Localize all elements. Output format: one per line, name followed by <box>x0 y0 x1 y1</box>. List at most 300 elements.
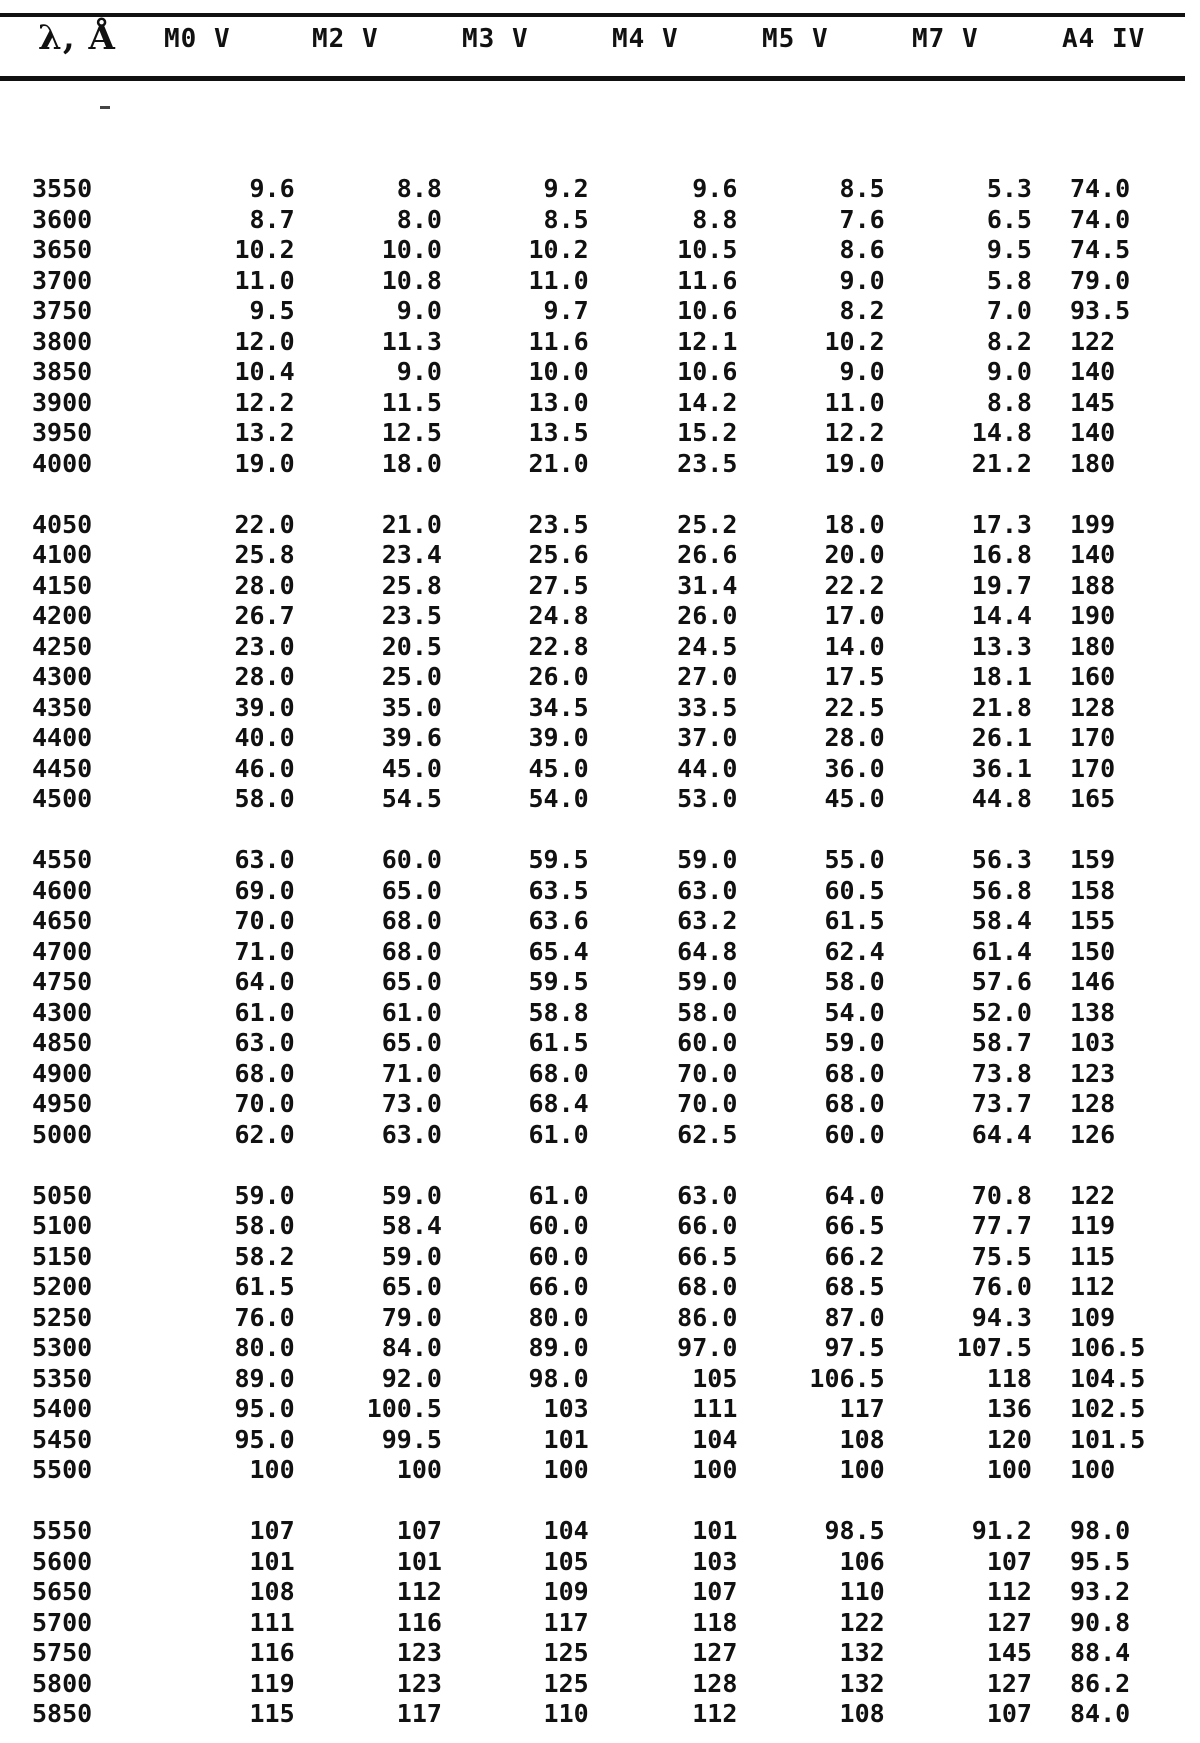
value-cell: 37.0 <box>677 723 738 753</box>
value-cell: 64.4 <box>971 1119 1032 1149</box>
value-cell: 21.8 <box>971 692 1032 722</box>
value-cell: 63.0 <box>234 1028 295 1058</box>
value-cell: 56.3 <box>971 845 1032 875</box>
value-cell: 145 <box>1069 387 1116 417</box>
value-cell: 59.5 <box>528 845 589 875</box>
value-cell: 122 <box>839 1607 885 1637</box>
header-wavelength: λ, Å <box>38 18 116 58</box>
value-cell: 123 <box>1069 1058 1116 1088</box>
value-cell: 10.0 <box>528 357 589 387</box>
wavelength-cell: 5150 <box>32 1241 93 1271</box>
value-cell: 58.0 <box>677 997 738 1027</box>
value-cell: 20.0 <box>824 540 885 570</box>
wavelength-cell: 5500 <box>32 1455 93 1485</box>
value-cell: 66.5 <box>677 1241 738 1271</box>
value-cell: 118 <box>692 1607 738 1637</box>
value-cell: 112 <box>396 1577 442 1607</box>
value-cell: 109 <box>1069 1302 1116 1332</box>
wavelength-cell: 3650 <box>32 235 93 265</box>
value-cell: 9.5 <box>249 296 295 326</box>
table-row <box>32 327 1200 358</box>
value-cell: 27.5 <box>528 570 589 600</box>
value-cell: 10.6 <box>677 357 738 387</box>
value-cell: 8.5 <box>543 204 589 234</box>
group-spacer <box>32 1486 1200 1517</box>
value-cell: 106.5 <box>809 1363 885 1393</box>
wavelength-cell: 4750 <box>32 967 93 997</box>
value-cell: 10.8 <box>381 265 442 295</box>
value-cell: 60.0 <box>381 845 442 875</box>
value-cell: 71.0 <box>234 936 295 966</box>
value-cell: 111 <box>692 1394 738 1424</box>
value-cell: 59.0 <box>677 845 738 875</box>
value-cell: 93.5 <box>1069 296 1131 326</box>
value-cell: 100 <box>396 1455 442 1485</box>
value-cell: 39.6 <box>381 723 442 753</box>
value-cell: 14.0 <box>824 631 885 661</box>
value-cell: 58.0 <box>234 784 295 814</box>
value-cell: 159 <box>1069 845 1116 875</box>
value-cell: 21.0 <box>528 448 589 478</box>
wavelength-cell: 5800 <box>32 1668 93 1698</box>
value-cell: 93.2 <box>1069 1577 1131 1607</box>
value-cell: 107.5 <box>956 1333 1032 1363</box>
header-m2v: M2 V <box>312 24 379 54</box>
value-cell: 61.5 <box>528 1028 589 1058</box>
value-cell: 104 <box>692 1424 738 1454</box>
value-cell: 18.1 <box>971 662 1032 692</box>
value-cell: 39.0 <box>528 723 589 753</box>
value-cell: 61.0 <box>528 1119 589 1149</box>
value-cell: 90.8 <box>1069 1607 1131 1637</box>
wavelength-cell: 3600 <box>32 204 93 234</box>
value-cell: 190 <box>1069 601 1116 631</box>
value-cell: 188 <box>1069 570 1116 600</box>
value-cell: 102.5 <box>1069 1394 1146 1424</box>
table-row <box>32 1120 1200 1151</box>
value-cell: 11.0 <box>234 265 295 295</box>
value-cell: 199 <box>1069 509 1116 539</box>
wavelength-cell: 5650 <box>32 1577 93 1607</box>
value-cell: 100 <box>692 1455 738 1485</box>
value-cell: 65.4 <box>528 936 589 966</box>
value-cell: 62.5 <box>677 1119 738 1149</box>
value-cell: 17.5 <box>824 662 885 692</box>
value-cell: 87.0 <box>824 1302 885 1332</box>
value-cell: 98.0 <box>528 1363 589 1393</box>
value-cell: 11.6 <box>677 265 738 295</box>
value-cell: 26.1 <box>971 723 1032 753</box>
table-row <box>32 1455 1200 1486</box>
value-cell: 145 <box>986 1638 1032 1668</box>
table-row <box>32 1272 1200 1303</box>
value-cell: 23.5 <box>528 509 589 539</box>
header-m4v: M4 V <box>612 24 679 54</box>
group-spacer <box>32 815 1200 846</box>
value-cell: 103 <box>543 1394 589 1424</box>
value-cell: 68.0 <box>824 1058 885 1088</box>
value-cell: 58.4 <box>381 1211 442 1241</box>
value-cell: 119 <box>1069 1211 1116 1241</box>
value-cell: 19.0 <box>824 448 885 478</box>
value-cell: 60.0 <box>528 1211 589 1241</box>
value-cell: 9.0 <box>839 265 885 295</box>
value-cell: 68.0 <box>234 1058 295 1088</box>
value-cell: 56.8 <box>971 875 1032 905</box>
wavelength-cell: 4450 <box>32 753 93 783</box>
value-cell: 84.0 <box>381 1333 442 1363</box>
group-spacer <box>32 1150 1200 1181</box>
table-row <box>32 1577 1200 1608</box>
value-cell: 17.0 <box>824 601 885 631</box>
value-cell: 23.4 <box>381 540 442 570</box>
value-cell: 25.8 <box>381 570 442 600</box>
value-cell: 80.0 <box>528 1302 589 1332</box>
table-row <box>32 266 1200 297</box>
value-cell: 66.2 <box>824 1241 885 1271</box>
table-row <box>32 1547 1200 1578</box>
value-cell: 59.0 <box>234 1180 295 1210</box>
table-row <box>32 1242 1200 1273</box>
value-cell: 61.5 <box>824 906 885 936</box>
value-cell: 26.0 <box>528 662 589 692</box>
value-cell: 54.5 <box>381 784 442 814</box>
wavelength-cell: 5700 <box>32 1607 93 1637</box>
table-row <box>32 845 1200 876</box>
value-cell: 125 <box>543 1638 589 1668</box>
value-cell: 155 <box>1069 906 1116 936</box>
value-cell: 28.0 <box>234 662 295 692</box>
value-cell: 25.0 <box>381 662 442 692</box>
value-cell: 104 <box>543 1516 589 1546</box>
value-cell: 26.7 <box>234 601 295 631</box>
value-cell: 17.3 <box>971 509 1032 539</box>
value-cell: 44.8 <box>971 784 1032 814</box>
value-cell: 165 <box>1069 784 1116 814</box>
value-cell: 45.0 <box>528 753 589 783</box>
value-cell: 23.5 <box>381 601 442 631</box>
value-cell: 7.0 <box>986 296 1032 326</box>
header-m0v: M0 V <box>164 24 231 54</box>
wavelength-cell: 4550 <box>32 845 93 875</box>
value-cell: 5.3 <box>986 174 1032 204</box>
value-cell: 33.5 <box>677 692 738 722</box>
table-row <box>32 571 1200 602</box>
value-cell: 22.8 <box>528 631 589 661</box>
value-cell: 59.5 <box>528 967 589 997</box>
value-cell: 70.0 <box>234 906 295 936</box>
value-cell: 12.0 <box>234 326 295 356</box>
value-cell: 127 <box>692 1638 738 1668</box>
table-row <box>32 1333 1200 1364</box>
value-cell: 11.0 <box>824 387 885 417</box>
value-cell: 107 <box>692 1577 738 1607</box>
wavelength-cell: 5550 <box>32 1516 93 1546</box>
wavelength-cell: 4350 <box>32 692 93 722</box>
table-row <box>32 388 1200 419</box>
value-cell: 100 <box>249 1455 295 1485</box>
value-cell: 70.8 <box>971 1180 1032 1210</box>
value-cell: 35.0 <box>381 692 442 722</box>
wavelength-cell: 4700 <box>32 936 93 966</box>
value-cell: 89.0 <box>234 1363 295 1393</box>
value-cell: 117 <box>543 1607 589 1637</box>
value-cell: 60.0 <box>824 1119 885 1149</box>
value-cell: 127 <box>986 1668 1032 1698</box>
value-cell: 86.2 <box>1069 1668 1131 1698</box>
value-cell: 23.5 <box>677 448 738 478</box>
value-cell: 22.0 <box>234 509 295 539</box>
value-cell: 40.0 <box>234 723 295 753</box>
value-cell: 68.4 <box>528 1089 589 1119</box>
value-cell: 46.0 <box>234 753 295 783</box>
table-row <box>32 1211 1200 1242</box>
value-cell: 132 <box>839 1638 885 1668</box>
value-cell: 123 <box>396 1638 442 1668</box>
value-cell: 15.2 <box>677 418 738 448</box>
value-cell: 64.0 <box>234 967 295 997</box>
wavelength-cell: 5000 <box>32 1119 93 1149</box>
table-row <box>32 784 1200 815</box>
table-row <box>32 1516 1200 1547</box>
value-cell: 76.0 <box>971 1272 1032 1302</box>
wavelength-cell: 4950 <box>32 1089 93 1119</box>
value-cell: 170 <box>1069 753 1116 783</box>
value-cell: 65.0 <box>381 1272 442 1302</box>
value-cell: 18.0 <box>824 509 885 539</box>
table-row <box>32 296 1200 327</box>
value-cell: 61.0 <box>528 1180 589 1210</box>
header-m7v: M7 V <box>912 24 979 54</box>
wavelength-cell: 4500 <box>32 784 93 814</box>
value-cell: 8.8 <box>396 174 442 204</box>
value-cell: 8.8 <box>692 204 738 234</box>
value-cell: 8.7 <box>249 204 295 234</box>
value-cell: 101 <box>249 1546 295 1576</box>
value-cell: 62.4 <box>824 936 885 966</box>
value-cell: 58.0 <box>234 1211 295 1241</box>
value-cell: 84.0 <box>1069 1699 1131 1729</box>
value-cell: 58.4 <box>971 906 1032 936</box>
value-cell: 19.7 <box>971 570 1032 600</box>
value-cell: 13.5 <box>528 418 589 448</box>
value-cell: 27.0 <box>677 662 738 692</box>
table-row <box>32 449 1200 480</box>
value-cell: 91.2 <box>971 1516 1032 1546</box>
table-row <box>32 876 1200 907</box>
value-cell: 110 <box>839 1577 885 1607</box>
value-cell: 60.0 <box>677 1028 738 1058</box>
value-cell: 132 <box>839 1668 885 1698</box>
value-cell: 101 <box>543 1424 589 1454</box>
wavelength-cell: 3950 <box>32 418 93 448</box>
table-row <box>32 723 1200 754</box>
value-cell: 125 <box>543 1668 589 1698</box>
wavelength-cell: 4650 <box>32 906 93 936</box>
value-cell: 69.0 <box>234 875 295 905</box>
wavelength-cell: 3800 <box>32 326 93 356</box>
value-cell: 94.3 <box>971 1302 1032 1332</box>
value-cell: 54.0 <box>824 997 885 1027</box>
table-row <box>32 967 1200 998</box>
wavelength-cell: 4850 <box>32 1028 93 1058</box>
value-cell: 97.5 <box>824 1333 885 1363</box>
value-cell: 140 <box>1069 540 1116 570</box>
value-cell: 107 <box>396 1516 442 1546</box>
value-cell: 23.0 <box>234 631 295 661</box>
value-cell: 16.8 <box>971 540 1032 570</box>
value-cell: 8.0 <box>396 204 442 234</box>
value-cell: 59.0 <box>677 967 738 997</box>
wavelength-cell: 3700 <box>32 265 93 295</box>
table-row <box>32 1608 1200 1639</box>
value-cell: 80.0 <box>234 1333 295 1363</box>
value-cell: 55.0 <box>824 845 885 875</box>
wavelength-cell: 5300 <box>32 1333 93 1363</box>
table-row <box>32 418 1200 449</box>
wavelength-cell: 4300 <box>32 662 93 692</box>
value-cell: 66.5 <box>824 1211 885 1241</box>
value-cell: 150 <box>1069 936 1116 966</box>
table-row <box>32 601 1200 632</box>
value-cell: 112 <box>986 1577 1032 1607</box>
value-cell: 21.2 <box>971 448 1032 478</box>
value-cell: 100 <box>986 1455 1032 1485</box>
table-row <box>32 1364 1200 1395</box>
table-row <box>32 998 1200 1029</box>
wavelength-cell: 3900 <box>32 387 93 417</box>
value-cell: 54.0 <box>528 784 589 814</box>
value-cell: 14.4 <box>971 601 1032 631</box>
value-cell: 117 <box>396 1699 442 1729</box>
group-spacer <box>32 479 1200 510</box>
header-m5v: M5 V <box>762 24 829 54</box>
value-cell: 10.5 <box>677 235 738 265</box>
wavelength-cell: 5200 <box>32 1272 93 1302</box>
value-cell: 119 <box>249 1668 295 1698</box>
wavelength-cell: 5350 <box>32 1363 93 1393</box>
table-row <box>32 357 1200 388</box>
dash-mark <box>100 106 110 109</box>
value-cell: 107 <box>986 1546 1032 1576</box>
value-cell: 63.6 <box>528 906 589 936</box>
value-cell: 31.4 <box>677 570 738 600</box>
value-cell: 26.6 <box>677 540 738 570</box>
value-cell: 122 <box>1069 326 1116 356</box>
value-cell: 25.6 <box>528 540 589 570</box>
value-cell: 68.0 <box>677 1272 738 1302</box>
table-row <box>32 1059 1200 1090</box>
value-cell: 9.2 <box>543 174 589 204</box>
value-cell: 12.5 <box>381 418 442 448</box>
value-cell: 12.2 <box>234 387 295 417</box>
value-cell: 11.5 <box>381 387 442 417</box>
value-cell: 127 <box>986 1607 1032 1637</box>
value-cell: 24.5 <box>677 631 738 661</box>
value-cell: 60.5 <box>824 875 885 905</box>
wavelength-cell: 4300 <box>32 997 93 1027</box>
value-cell: 7.6 <box>839 204 885 234</box>
value-cell: 74.0 <box>1069 204 1131 234</box>
table-row <box>32 662 1200 693</box>
value-cell: 10.2 <box>528 235 589 265</box>
value-cell: 103 <box>692 1546 738 1576</box>
value-cell: 59.0 <box>381 1180 442 1210</box>
value-cell: 74.5 <box>1069 235 1131 265</box>
table-row <box>32 1638 1200 1669</box>
value-cell: 79.0 <box>381 1302 442 1332</box>
value-cell: 45.0 <box>824 784 885 814</box>
value-cell: 89.0 <box>528 1333 589 1363</box>
value-cell: 14.2 <box>677 387 738 417</box>
value-cell: 52.0 <box>971 997 1032 1027</box>
wavelength-cell: 4050 <box>32 509 93 539</box>
value-cell: 9.6 <box>249 174 295 204</box>
table-row <box>32 906 1200 937</box>
value-cell: 126 <box>1069 1119 1116 1149</box>
value-cell: 10.2 <box>824 326 885 356</box>
value-cell: 73.0 <box>381 1089 442 1119</box>
value-cell: 108 <box>839 1699 885 1729</box>
wavelength-cell: 4900 <box>32 1058 93 1088</box>
value-cell: 76.0 <box>234 1302 295 1332</box>
value-cell: 62.0 <box>234 1119 295 1149</box>
value-cell: 100 <box>1069 1455 1116 1485</box>
value-cell: 77.7 <box>971 1211 1032 1241</box>
value-cell: 79.0 <box>1069 265 1131 295</box>
table-row <box>32 1028 1200 1059</box>
value-cell: 64.8 <box>677 936 738 966</box>
value-cell: 10.4 <box>234 357 295 387</box>
wavelength-cell: 4250 <box>32 631 93 661</box>
value-cell: 10.0 <box>381 235 442 265</box>
value-cell: 58.0 <box>824 967 885 997</box>
value-cell: 58.8 <box>528 997 589 1027</box>
value-cell: 75.5 <box>971 1241 1032 1271</box>
value-cell: 101.5 <box>1069 1424 1146 1454</box>
value-cell: 59.0 <box>824 1028 885 1058</box>
table-row <box>32 174 1200 205</box>
table-row <box>32 1425 1200 1456</box>
value-cell: 22.2 <box>824 570 885 600</box>
value-cell: 136 <box>986 1394 1032 1424</box>
table-row <box>32 1303 1200 1334</box>
value-cell: 61.0 <box>234 997 295 1027</box>
table-row <box>32 540 1200 571</box>
value-cell: 108 <box>249 1577 295 1607</box>
value-cell: 20.5 <box>381 631 442 661</box>
value-cell: 44.0 <box>677 753 738 783</box>
value-cell: 146 <box>1069 967 1116 997</box>
value-cell: 12.1 <box>677 326 738 356</box>
value-cell: 122 <box>1069 1180 1116 1210</box>
value-cell: 36.0 <box>824 753 885 783</box>
value-cell: 70.0 <box>234 1089 295 1119</box>
value-cell: 138 <box>1069 997 1116 1027</box>
value-cell: 107 <box>986 1699 1032 1729</box>
value-cell: 115 <box>249 1699 295 1729</box>
value-cell: 59.0 <box>381 1241 442 1271</box>
value-cell: 9.0 <box>839 357 885 387</box>
value-cell: 109 <box>543 1577 589 1607</box>
value-cell: 9.7 <box>543 296 589 326</box>
value-cell: 9.0 <box>986 357 1032 387</box>
table-row <box>32 1089 1200 1120</box>
wavelength-cell: 3850 <box>32 357 93 387</box>
wavelength-cell: 4200 <box>32 601 93 631</box>
value-cell: 57.6 <box>971 967 1032 997</box>
value-cell: 106 <box>839 1546 885 1576</box>
